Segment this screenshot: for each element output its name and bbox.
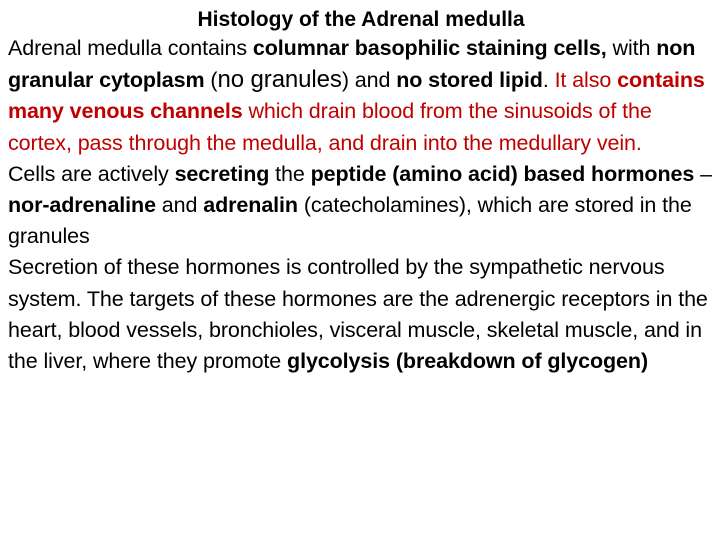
text-run: (catecholamines), which are stored in the granules [8,193,692,249]
paragraph-medulla-cells [8,33,714,159]
paragraph-hormone-control [8,252,714,377]
emphasis-adrenalin: adrenalin [203,193,298,218]
emphasis-no-stored-lipid: no stored lipid [396,68,543,93]
text-run: ) and [341,68,397,93]
text-run: – [694,161,712,186]
slide-content [8,6,714,377]
text-run-red: It also [554,68,618,93]
text-run-red: which drain blood from the sinusoids of the cortex, pass through the medulla, and drain into the medullary vein. [8,99,652,155]
emphasis-non-granular: non granular cytoplasm [8,36,696,93]
emphasis-glycolysis: glycolysis (breakdown of glycogen) [287,349,649,374]
text-run: and [155,193,204,218]
page-title: Histology of the Adrenal medulla [197,8,525,31]
emphasis-columnar-cells: columnar basophilic staining cells, [252,36,607,60]
text-run: Secretion of these hormones is controlled by the sympathetic nervous system. The targets of these hormones are the adrenergic receptors in the heart, blood vessels, bronchioles, visceral muscle, skeletal muscle, and in the liver, where they promote [8,255,708,374]
text-run: the [269,161,311,186]
emphasis-nor-adrenaline: nor-adrenaline [8,193,156,218]
text-run: . [542,68,555,93]
text-run: with [606,36,657,60]
emphasis-secreting: secreting [174,161,270,186]
text-run: Adrenal medulla contains [8,36,253,60]
text-run: ( [204,68,218,93]
emphasis-venous-channels: contains many venous channels [8,68,705,124]
emphasis-peptide-hormones: peptide (amino acid) based hormones [310,161,695,186]
paragraph-secretion-cells [8,159,714,253]
emphasis-no-granules: no granules [217,66,342,94]
text-run: Cells are actively [8,161,175,186]
